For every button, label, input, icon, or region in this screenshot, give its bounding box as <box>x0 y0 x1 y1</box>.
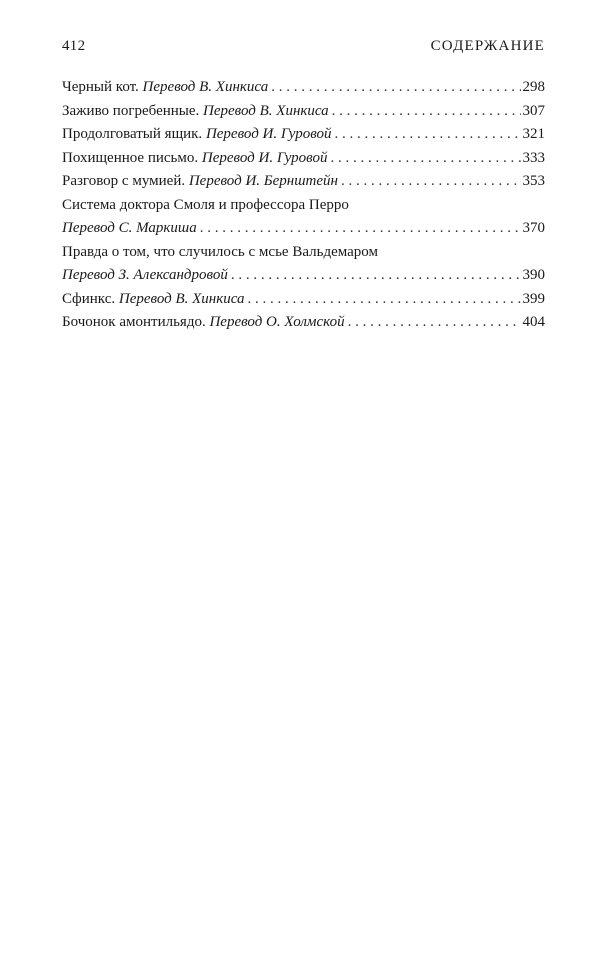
entry-title: Бочонок амонтильядо. <box>62 314 206 330</box>
toc-entry <box>62 311 545 335</box>
entry-translator: Перевод В. Хинкиса <box>142 79 269 95</box>
toc-entry <box>62 76 545 100</box>
leader-dots <box>271 76 520 100</box>
toc-entry <box>62 194 545 241</box>
entry-page: 390 <box>522 267 545 283</box>
toc-entry <box>62 170 545 194</box>
leader-dots <box>348 311 521 335</box>
entry-title: Сфинкс. <box>62 290 116 307</box>
entry-translator: Перевод З. Александровой <box>62 267 228 283</box>
leader-dots <box>200 217 521 241</box>
toc-entry <box>62 241 545 288</box>
toc-entry <box>62 147 545 171</box>
section-title: СОДЕРЖАНИЕ <box>430 38 545 54</box>
entry-title: Правда о том, что случилось с мсье Вальдемаром <box>62 243 378 260</box>
leader-dots <box>332 100 521 124</box>
entry-translator: Перевод В. Хинкиса <box>203 102 329 119</box>
entry-page: 307 <box>522 102 545 119</box>
entry-page: 404 <box>522 314 545 330</box>
entry-translator: Перевод О. Холмской <box>209 314 345 330</box>
entry-page: 399 <box>522 290 545 307</box>
entry-title: Система доктора Смоля и профессора Перро <box>62 196 349 213</box>
entry-page: 298 <box>522 79 545 95</box>
entry-title: Разговор с мумией. <box>62 173 186 189</box>
entry-title: Продолговатый ящик. <box>62 126 203 142</box>
leader-dots <box>341 170 521 194</box>
entry-title: Заживо погребенные. <box>62 102 200 119</box>
entry-title: Черный кот. <box>62 79 139 95</box>
leader-dots <box>331 147 521 171</box>
entry-title: Похищенное письмо. <box>62 149 199 166</box>
entry-translator: Перевод В. Хинкиса <box>118 290 245 307</box>
toc-entry <box>62 123 545 147</box>
entry-translator: Перевод И. Гуровой <box>205 126 332 142</box>
entry-page: 321 <box>522 126 545 142</box>
running-header <box>62 38 545 55</box>
entry-translator: Перевод И. Гуровой <box>201 149 328 166</box>
toc-entry <box>62 288 545 312</box>
leader-dots <box>335 123 521 147</box>
leader-dots <box>231 264 521 288</box>
toc-entry <box>62 100 545 124</box>
entry-translator: Перевод С. Маркиша <box>62 220 197 236</box>
entry-page: 370 <box>522 220 545 236</box>
page-number: 412 <box>62 38 86 54</box>
table-of-contents <box>62 76 545 335</box>
entry-page: 353 <box>522 173 545 189</box>
leader-dots <box>248 288 521 312</box>
entry-translator: Перевод И. Бернштейн <box>188 173 338 189</box>
entry-page: 333 <box>522 149 545 166</box>
